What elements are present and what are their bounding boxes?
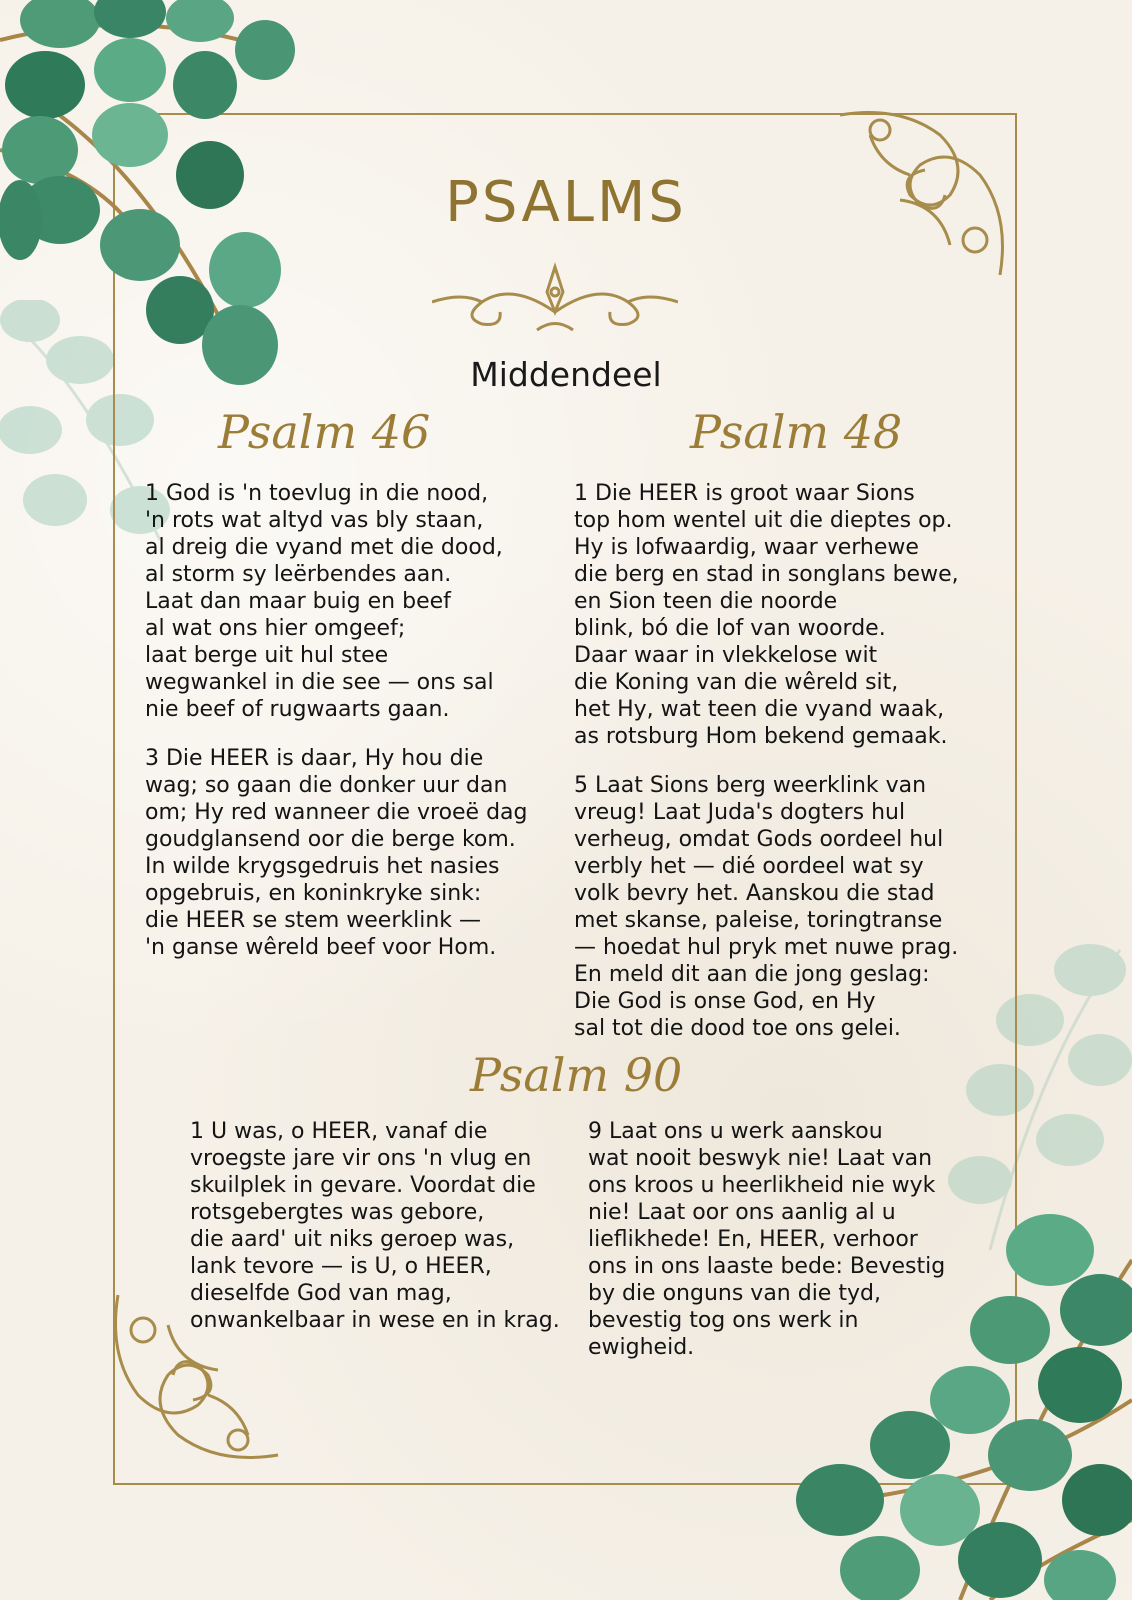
page-subtitle: Middendeel xyxy=(470,355,662,394)
psalm-48-stanza-1: 1 Die HEER is groot waar Sions top hom wentel uit die dieptes op. Hy is lofwaardig, waar verhewe die berg en stad in songlans bewe, en Sion teen die noorde blink, bó die lof van woorde. Daar waar in vlekkelose wit die Koning van die wêreld sit, het Hy, wat teen die vyand waak, as rotsburg Hom bekend gemaak. xyxy=(574,481,959,749)
psalm-46-stanza-3: 3 Die HEER is daar, Hy hou die wag; so gaan die donker uur dan om; Hy red wanneer die vroeë dag goudglansend oor die berge kom. In wilde krygsgedruis het nasies opgebruis, en koninkryke sink: die HEER se stem weerklink — 'n ganse wêreld beef voor Hom. xyxy=(145,746,528,960)
psalm-90-heading: Psalm 90 xyxy=(470,1048,683,1102)
psalm-90-stanza-1: 1 U was, o HEER, vanaf die vroegste jare vir ons 'n vlug en skuilplek in gevare. Voordat die rotsgebergtes was gebore, die aard' uit niks geroep was, lank tevore — is U, o HEER, dieselfde God van mag, onwankelbaar in wese en in krag. xyxy=(190,1119,560,1333)
psalm-48-heading: Psalm 48 xyxy=(690,405,903,459)
psalm-48-stanza-5: 5 Laat Sions berg weerklink van vreug! Laat Juda's dogters hul verheug, omdat Gods oordeel hul verbly het — dié oordeel wat sy volk bevry het. Aanskou die stad met skanse, paleise, toringtranse — hoedat hul pryk met nuwe prag. En meld dit aan die jong geslag: Die God is onse God, en Hy sal tot die dood toe ons gelei. xyxy=(574,773,959,1041)
psalm-90-stanza-9: 9 Laat ons u werk aanskou wat nooit beswyk nie! Laat van ons kroos u heerlikheid nie wyk nie! Laat oor ons aanlig al u lieflikhede! En, HEER, verhoor ons in ons laaste bede: Bevestig by die onguns van die tyd, bevestig tog ons werk in ewigheid. xyxy=(588,1119,946,1360)
psalm-46-stanza-1: 1 God is 'n toevlug in die nood, 'n rots wat altyd vas bly staan, al dreig die vyand met die dood, al storm sy leërbendes aan. Laat dan maar buig en beef al wat ons hier omgeef; laat berge uit hul stee wegwankel in die see — ons sal nie beef of rugwaarts gaan. xyxy=(145,481,503,722)
page-title: PSALMS xyxy=(445,170,687,235)
gold-ornament-divider xyxy=(432,262,678,336)
psalm-46-heading: Psalm 46 xyxy=(218,405,431,459)
